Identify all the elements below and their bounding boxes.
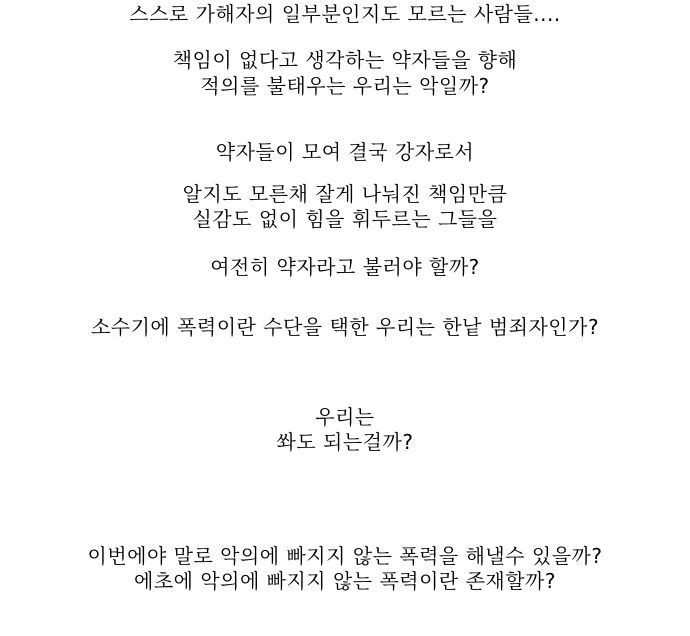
text-line: 이번에야 말로 악의에 빠지지 않는 폭력을 해낼수 있을까? (87, 544, 603, 568)
text-line: 알지도 모른채 잘게 나눠진 책임만큼 (182, 182, 508, 206)
text-line: 쏴도 되는걸까? (276, 430, 414, 454)
text-line: 약자들이 모여 결국 강자로서 (215, 140, 475, 164)
text-line: 책임이 없다고 생각하는 약자들을 향해 (172, 48, 518, 72)
text-line: 실감도 없이 힘을 휘두르는 그들을 (192, 207, 498, 231)
text-line: 소수기에 폭력이란 수단을 택한 우리는 한낱 범죄자인가? (90, 315, 600, 339)
text-line: 우리는 (315, 405, 375, 429)
text-line: 에초에 악의에 빠지지 않는 폭력이란 존재할까? (134, 569, 556, 593)
text-line: 여전히 약자라고 불러야 할까? (210, 255, 480, 279)
text-line: 스스로 가해자의 일부분인지도 모르는 사람들.... (129, 2, 561, 26)
text-line: 적의를 불태우는 우리는 악일까? (200, 74, 490, 98)
